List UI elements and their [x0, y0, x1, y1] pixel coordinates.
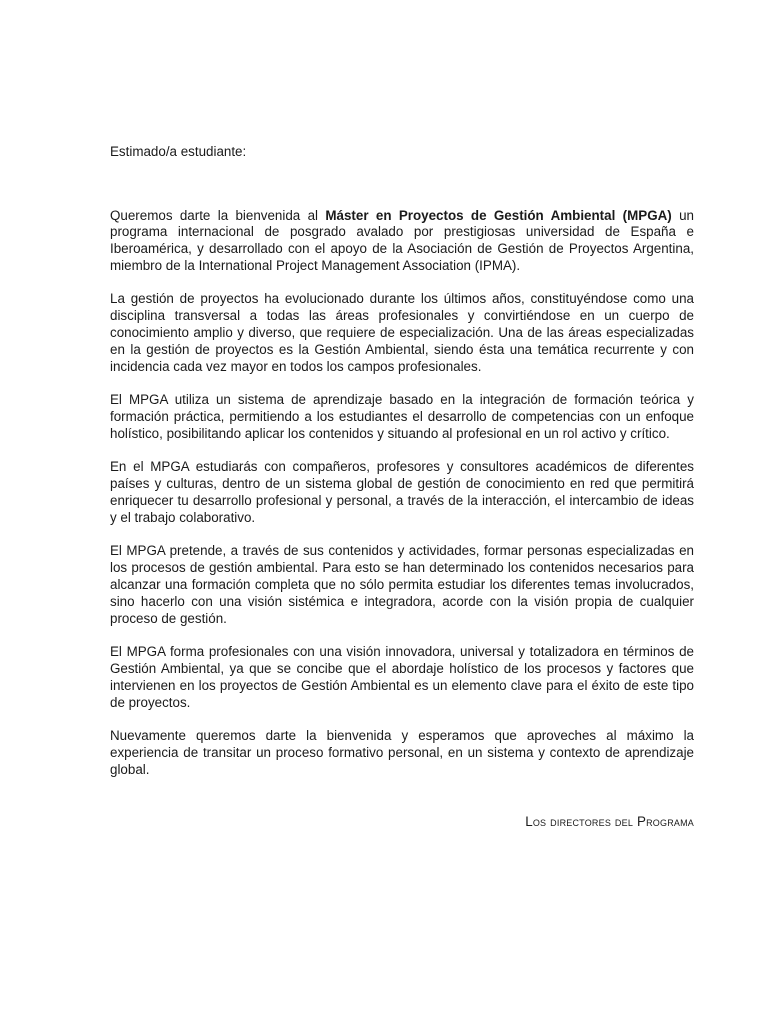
intro-paragraph [110, 208, 694, 275]
paragraph-objectives: El MPGA pretende, a través de sus contenidos y actividades, formar personas especializadas en los procesos de gestión ambiental. Para esto se han determinado los contenidos necesarios para alcanzar una formación completa que no sólo permita estudiar los diferentes temas involucrados, sino hacerlo con una visión sistémica e integradora, acorde con la visión propia de cualquier proceso de gestión. [110, 543, 694, 626]
paragraph-vision: El MPGA forma profesionales con una visión innovadora, universal y totalizadora en términos de Gestión Ambiental, ya que se concibe que el abordaje holístico de los procesos y factores que intervienen en los proyectos de Gestión Ambiental es un elemento clave para el éxito de este tipo de proyectos. [110, 644, 694, 710]
intro-text-after: un programa internacional de posgrado avalado por prestigiosas universidad de España e Iberoamérica, y desarrollado con el apoyo de la Asociación de Gestión de Proyectos Argentina, miembro de la International Project Management Association (IPMA). [110, 207, 694, 273]
paragraph-collaboration: En el MPGA estudiarás con compañeros, profesores y consultores académicos de diferentes países y culturas, dentro de un sistema global de gestión de conocimiento en red que permitirá enriquecer tu desarrollo profesional y personal, a través de la interacción, el intercambio de ideas y el trabajo colaborativo. [110, 459, 694, 525]
greeting: Estimado/a estudiante: [110, 144, 247, 159]
paragraph-closing: Nuevamente queremos darte la bienvenida y esperamos que aproveches al máximo la experiencia de transitar un proceso formativo personal, en un sistema y contexto de aprendizaje global. [110, 728, 694, 777]
paragraph-learning-system: El MPGA utiliza un sistema de aprendizaje basado en la integración de formación teórica y formación práctica, permitiendo a los estudiantes el desarrollo de competencias con un enfoque holístico, posibilitando aplicar los contenidos y situando al profesional en un rol activo y crítico. [110, 392, 694, 441]
signature: Los directores del Programa [525, 814, 694, 829]
intro-text-before: Queremos darte la bienvenida al [110, 207, 326, 223]
program-name: Máster en Proyectos de Gestión Ambiental (MPGA) [325, 207, 672, 223]
paragraph-project-management: La gestión de proyectos ha evolucionado durante los últimos años, constituyéndose como una disciplina transversal a todas las áreas profesionales y convirtiéndose en un cuerpo de conocimiento amplio y diverso, que requiere de especialización. Una de las áreas especializadas en la gestión de proyectos es la Gestión Ambiental, siendo ésta una temática recurrente y con incidencia cada vez mayor en todos los campos profesionales. [110, 291, 694, 374]
letter-body [110, 144, 694, 829]
